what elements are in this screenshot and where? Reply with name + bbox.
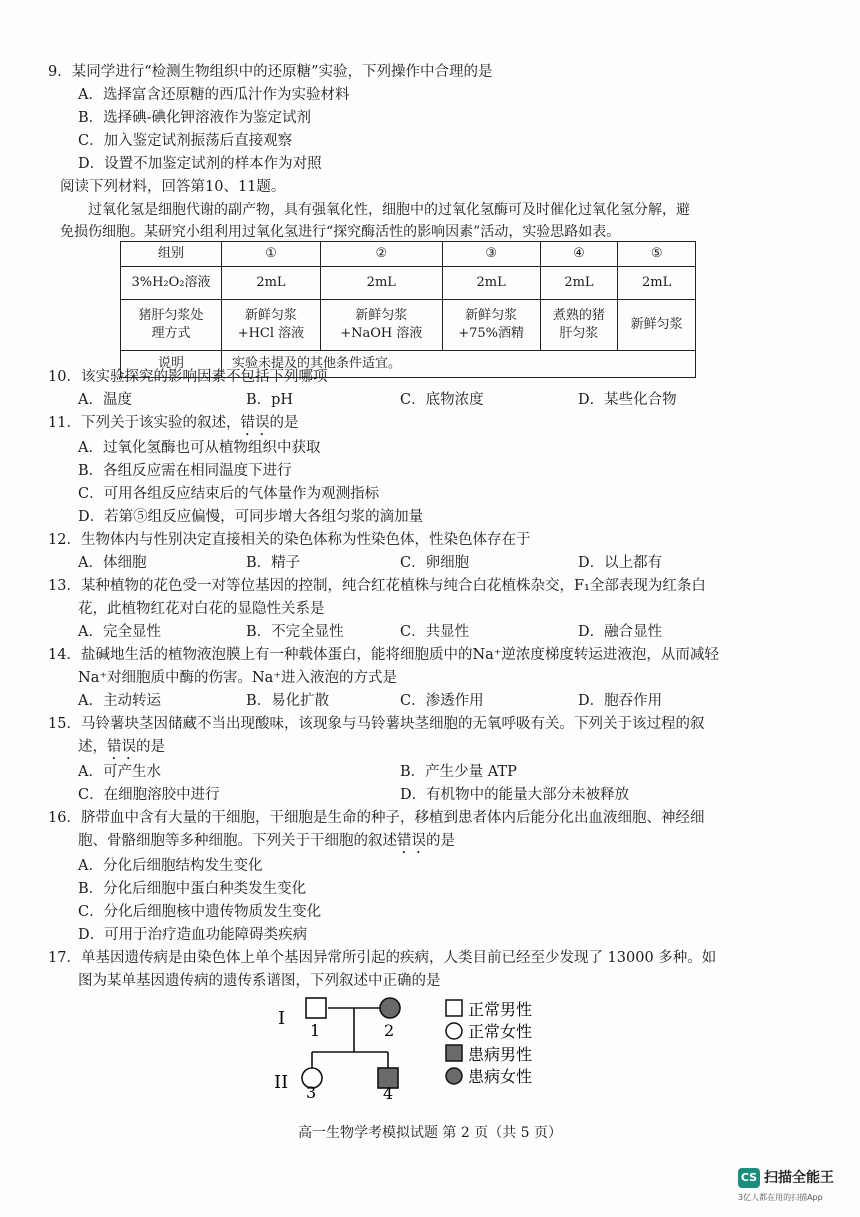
q15-option-d: D．有机物中的能量大部分未被释放	[400, 787, 630, 803]
q13-option-b: B．不完全显性	[246, 624, 344, 640]
table-cell: 3%H₂O₂溶液	[121, 267, 222, 300]
q10-stem: 10．该实验探究的影响因素不包括下列哪项	[48, 369, 328, 385]
cell-line: 新鲜匀浆	[465, 308, 518, 323]
cell-line: 肝匀浆	[559, 326, 599, 341]
q12-option-a: A．体细胞	[78, 555, 147, 571]
table-cell	[442, 300, 540, 351]
cell-line: +NaOH 溶液	[340, 326, 423, 341]
q11-stem-a: 11．下列关于该实验的叙述，	[48, 415, 241, 431]
q15-option-a: A．可产生水	[78, 764, 161, 780]
q14-options	[78, 691, 778, 711]
scanner-logo-icon: CS	[738, 1168, 760, 1188]
q9-option-d: D．设置不加鉴定试剂的样本作为对照	[78, 156, 322, 172]
legend-normal-female: 正常女性	[468, 1022, 533, 1041]
q16-option-a: A．分化后细胞结构发生变化	[78, 858, 263, 874]
table-row-header	[121, 242, 696, 267]
individual-label-1: 1	[310, 1021, 321, 1040]
q14-stem-line-1: 14．盐碱地生活的植物液泡膜上有一种载体蛋白，能将细胞质中的Na⁺逆浓度梯度转运进液泡，从而减轻	[48, 647, 719, 663]
cell-line: +HCl 溶液	[237, 326, 305, 341]
q11-option-a: A．过氧化氢酶也可从植物组织中获取	[78, 440, 321, 456]
q13-options	[78, 622, 778, 642]
individual-label-4: 4	[383, 1084, 394, 1100]
legend-normal-male-icon	[446, 1000, 462, 1016]
experiment-table	[120, 241, 696, 378]
table-cell: 组别	[121, 242, 222, 267]
q15-stem-b: 的是	[136, 739, 165, 755]
q15-stem-emphasis: 错误	[107, 739, 136, 755]
reading-intro: 阅读下列材料，回答第10、11题。	[60, 179, 286, 195]
q16-option-c: C．分化后细胞核中遗传物质发生变化	[78, 904, 322, 920]
page-footer: 高一生物学考模拟试题 第 2 页（共 5 页）	[297, 1125, 563, 1141]
table-cell: ③	[442, 242, 540, 267]
table-cell	[121, 300, 222, 351]
q10-option-b: B．pH	[246, 392, 294, 408]
q14-option-b: B．易化扩散	[246, 693, 330, 709]
table-cell: 实验未提及的其他条件适宜。	[222, 351, 696, 378]
q16-stem-line-2	[78, 831, 455, 857]
scanner-app-name: 扫描全能王	[764, 1170, 834, 1186]
table-cell: ②	[320, 242, 442, 267]
material-line-1: 过氧化氢是细胞代谢的副产物，具有强氧化性，细胞中的过氧化氢酶可及时催化过氧化氢分解，避	[88, 202, 690, 218]
table-cell: ⑤	[618, 242, 696, 267]
q11-stem	[48, 413, 298, 439]
q14-option-c: C．渗透作用	[400, 693, 484, 709]
q10-options	[78, 390, 778, 410]
table-cell	[540, 300, 618, 351]
q9-option-b: B．选择碘-碘化钾溶液作为鉴定试剂	[78, 110, 312, 126]
individual-i2-affected-female	[380, 998, 400, 1018]
q16-option-d: D．可用于治疗造血功能障碍类疾病	[78, 927, 308, 943]
legend-affected-male: 患病男性	[468, 1045, 533, 1064]
q10-option-d: D．某些化合物	[578, 392, 677, 408]
q16-stem-b: 的是	[426, 833, 455, 849]
cell-line: 新鲜匀浆	[355, 308, 408, 323]
q9-option-c: C．加入鉴定试剂振荡后直接观察	[78, 133, 293, 149]
table-cell	[320, 300, 442, 351]
q15-options-row-2	[78, 785, 778, 805]
legend-affected-female-icon	[446, 1068, 462, 1084]
cell-line: 猪肝匀浆处	[138, 308, 204, 323]
q12-stem: 12．生物体内与性别决定直接相关的染色体称为性染色体，性染色体存在于	[48, 532, 531, 548]
q9-stem: 9．某同学进行“检测生物组织中的还原糖”实验，下列操作中合理的是	[48, 64, 493, 80]
q10-option-a: A．温度	[78, 392, 132, 408]
q13-option-a: A．完全显性	[78, 624, 161, 640]
q16-stem-emphasis: 错误	[397, 833, 426, 849]
q15-stem-a: 述，	[78, 739, 107, 755]
q15-stem-line-2	[78, 737, 165, 763]
scanner-tagline: 3亿人都在用的扫描App	[738, 1193, 823, 1202]
q12-options	[78, 553, 778, 573]
table-cell: 2mL	[540, 267, 618, 300]
scanner-watermark	[738, 1168, 850, 1208]
q14-option-a: A．主动转运	[78, 693, 161, 709]
q11-option-d: D．若第⑤组反应偏慢，可同步增大各组匀浆的滴加量	[78, 509, 424, 525]
q11-stem-emphasis: 错误	[240, 415, 270, 431]
q11-stem-b: 的是	[269, 415, 299, 431]
q10-option-c: C．底物浓度	[400, 392, 484, 408]
q15-option-b: B．产生少量 ATP	[400, 764, 517, 780]
q11-option-c: C．可用各组反应结束后的气体量作为观测指标	[78, 486, 380, 502]
table-cell: 2mL	[618, 267, 696, 300]
q14-stem-line-2: Na⁺对细胞质中酶的伤害。Na⁺进入液泡的方式是	[78, 670, 397, 686]
cell-line: 理方式	[151, 326, 191, 341]
q16-stem-a: 胞、骨骼细胞等多种细胞。下列关于干细胞的叙述	[78, 833, 397, 849]
table-cell: 2mL	[442, 267, 540, 300]
q9-option-a: A．选择富含还原糖的西瓜汁作为实验材料	[78, 87, 350, 103]
table-cell: 新鲜匀浆	[618, 300, 696, 351]
table-cell: 说明	[121, 351, 222, 378]
q12-option-b: B．精子	[246, 555, 301, 571]
q13-stem-line-1: 13．某种植物的花色受一对等位基因的控制，纯合红花植株与纯合白花植株杂交，F₁全部表现为红条白	[48, 578, 706, 594]
q17-stem-line-1: 17．单基因遗传病是由染色体上单个基因异常所引起的疾病，人类目前已经至少发现了 13000 多种。如	[48, 950, 717, 966]
q16-option-b: B．分化后细胞中蛋白种类发生变化	[78, 881, 307, 897]
q15-option-c: C．在细胞溶胶中进行	[78, 787, 220, 803]
table-row-treatment	[121, 300, 696, 351]
q17-stem-line-2: 图为某单基因遗传病的遗传系谱图，下列叙述中正确的是	[78, 973, 441, 989]
q13-option-d: D．融合显性	[578, 624, 663, 640]
q13-stem-line-2: 花，此植物红花对白花的显隐性关系是	[78, 601, 325, 617]
q15-options-row-1	[78, 762, 778, 782]
generation-label-2: II	[274, 1072, 289, 1093]
q16-stem-line-1: 16．脐带血中含有大量的干细胞，干细胞是生命的种子，移植到患者体内后能分化出血液细胞、神经细	[48, 810, 705, 826]
q11-option-b: B．各组反应需在相同温度下进行	[78, 463, 292, 479]
table-cell: ④	[540, 242, 618, 267]
table-cell: ①	[222, 242, 321, 267]
table-cell	[222, 300, 321, 351]
individual-label-2: 2	[384, 1021, 395, 1040]
q12-option-c: C．卵细胞	[400, 555, 470, 571]
table-cell: 2mL	[320, 267, 442, 300]
table-cell: 2mL	[222, 267, 321, 300]
table-row-solution	[121, 267, 696, 300]
legend-normal-male: 正常男性	[468, 1000, 533, 1019]
cell-line: +75%酒精	[458, 326, 525, 341]
cell-line: 新鲜匀浆	[244, 308, 297, 323]
individual-label-3: 3	[306, 1083, 317, 1100]
material-line-2: 免损伤细胞。某研究小组利用过氧化氢进行“探究酶活性的影响因素”活动，实验思路如表。	[60, 224, 621, 240]
generation-label-1: I	[278, 1008, 286, 1029]
individual-i1-normal-male	[306, 998, 326, 1018]
q14-option-d: D．胞吞作用	[578, 693, 663, 709]
q12-option-d: D．以上都有	[578, 555, 663, 571]
cell-line: 煮熟的猪	[552, 308, 605, 323]
q13-option-c: C．共显性	[400, 624, 470, 640]
legend-affected-female: 患病女性	[468, 1067, 533, 1086]
q15-stem-line-1: 15．马铃薯块茎因储藏不当出现酸味，该现象与马铃薯块茎细胞的无氧呼吸有关。下列关于该过程的叙	[48, 716, 705, 732]
pedigree-chart	[270, 990, 570, 1100]
legend-normal-female-icon	[446, 1023, 462, 1039]
legend-affected-male-icon	[446, 1045, 462, 1061]
